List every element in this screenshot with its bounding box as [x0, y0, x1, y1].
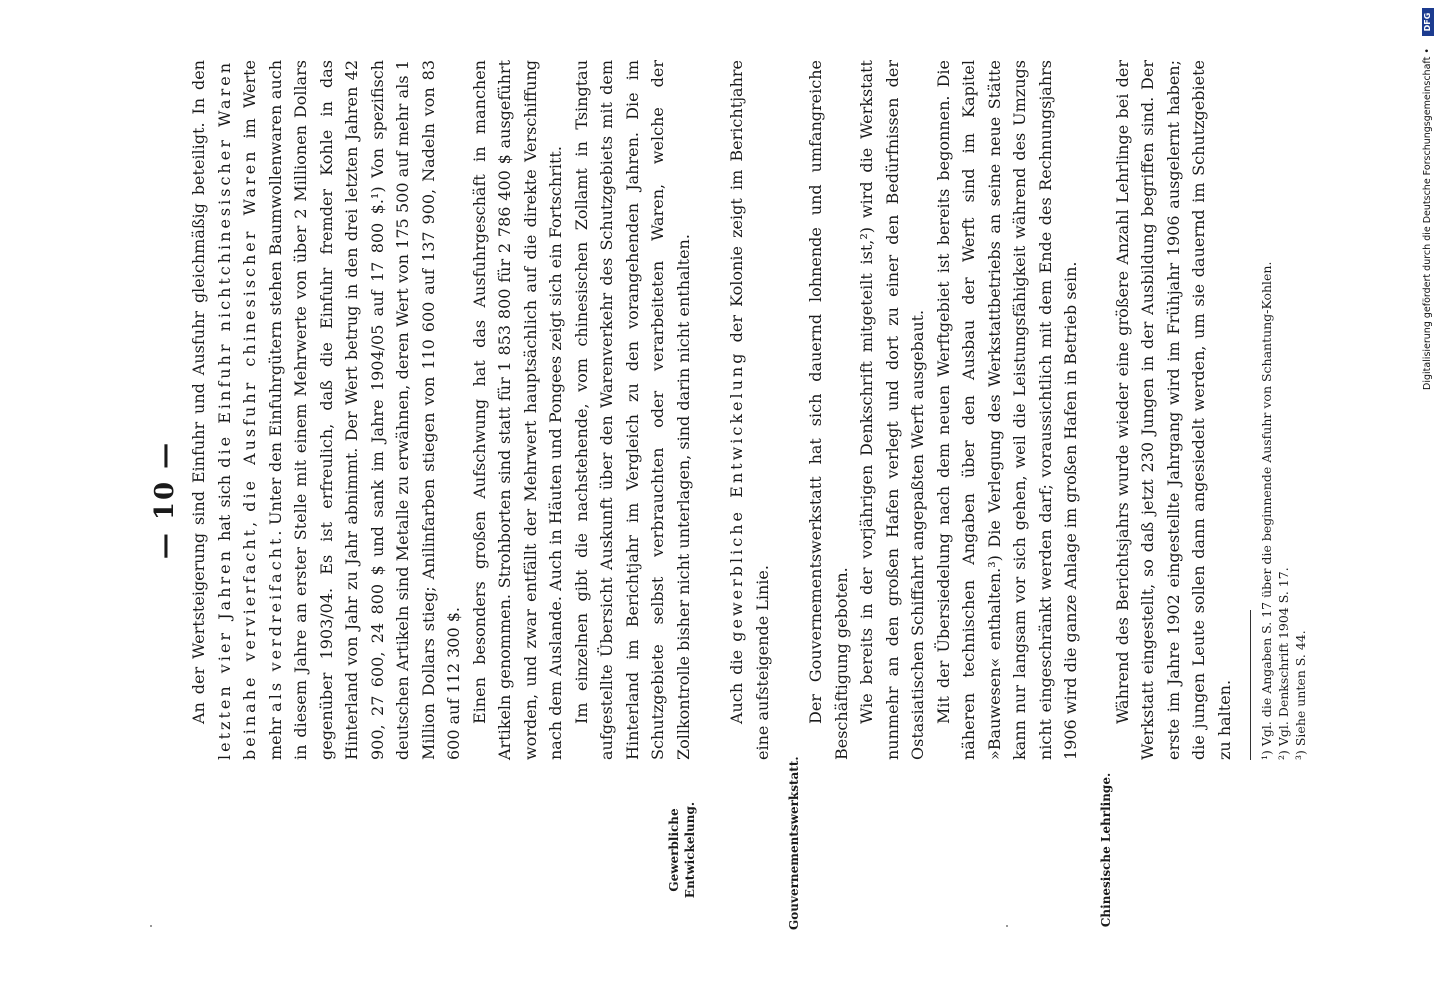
dfg-watermark	[1422, 0, 1434, 1000]
spaced-emphasis: beinahe vervierfacht	[240, 526, 259, 760]
margin-notes	[0, 756, 1434, 930]
dfg-logo-text: DFG	[1423, 12, 1432, 32]
spaced-emphasis: letzten vier Jahren	[214, 548, 234, 760]
footnote-1: ¹) Vgl. die Angaben S. 17 über die beginnende Ausfuhr von Schantung-Kohlen.	[1259, 261, 1274, 760]
paragraph-overview: Im einzelnen gibt die nachstehende, vom chinesischen Zollamt in Tsingtau aufgestellte Übersicht Auskunft über den Warenverkehr des Schutzgebiets mit dem Hinterland im Berichtjahr im Vergleich zu den vorangehenden Jahren. Die im Schutzgebiete selbst verbrauchten oder verarbeiteten Waren, welche der Zollkontrolle bisher nicht unterlagen, sind darin nicht enthalten.	[571, 60, 693, 760]
spaced-emphasis: die Ausfuhr chinesischer Waren	[240, 148, 259, 512]
paragraph-trade: An der Wertsteigerung sind Einfuhr und Ausfuhr gleichmäßig beteiligt. In den letzten vier Jahren hat sich die Einfuhr nichtchinesischer Waren beinahe vervierfacht, die Ausfuhr chinesischer Waren im Werte mehr als verdreifacht. Unter den Einfuhrgütern stehen Baumwollenwaren auch in diesem Jahre an erster Stelle mit einem Mehrwerte von über 2 Millionen Dollars gegenüber 1903/04. Es ist erfreulich, daß die Einfuhr fremder Kohle in das Hinterland von Jahr zu Jahr abnimmt. Der Wert betrug in den drei letzten Jahren 42 900, 27 600, 24 800 $ und sank im Jahre 1904/05 auf 17 800 $.¹) Von spezifisch deutschen Artikeln sind Metalle zu erwähnen, deren Wert von 175 500 auf mehr als 1 Million Dollars stieg; Anilinfarben stiegen von 110 600 auf 137 900, Nadeln von 83 600 auf 112 300 $.	[189, 59, 463, 760]
paragraph-apprentices: Während des Berichtsjahrs wurde wieder eine größere Anzahl Lehrlinge bei der Werkstatt eingestellt, so daß jetzt 230 Jungen in der Ausbildung begriffen sind. Der erste im Jahre 1902 eingestellte Jahrgang wird im Frühjahr 1906 ausgelernt haben; die jungen Leute sollen dann angesiedelt werden, um sie dauernd im Schutzgebiete zu halten.	[1112, 60, 1234, 760]
footnote-2: ²) Vgl. Denkschrift 1904 S. 17.	[1276, 567, 1291, 760]
paragraph-workshop: Der Gouvernementswerkstatt hat sich dauernd lohnende und umfangreiche Beschäftigung geboten.	[806, 60, 851, 760]
scan-speck	[1006, 925, 1008, 927]
spaced-emphasis: gewerbliche Entwickelung	[727, 350, 746, 642]
paragraph-industry: Auch die gewerbliche Entwickelung der Kolonie zeigt im Berichtjahre eine aufsteigende Linie.	[727, 59, 772, 760]
paragraph-export: Einen besonders großen Aufschwung hat das Ausfuhrgeschäft in manchen Artikeln genommen. Strohborten sind statt für 1 853 800 für 2 786 400 $ ausgeführt worden, und zwar entfällt der Mehrwert hauptsächlich auf die direkte Verschiffung nach dem Auslande. Auch in Häuten und Pongees zeigt sich ein Fortschritt.	[469, 60, 565, 760]
spaced-emphasis: die Einfuhr nichtchinesischer Waren	[214, 59, 234, 468]
footnote-3: ³) Siehe unten S. 44.	[1293, 630, 1308, 760]
body-text	[186, 60, 1237, 760]
margin-note-workshop: Gouvernementswerkstatt.	[787, 756, 801, 930]
scan-speck	[150, 925, 152, 927]
footnotes	[1258, 60, 1309, 760]
spaced-emphasis: als verdreifacht	[265, 535, 285, 712]
page-number: — 10 —	[150, 440, 180, 560]
paragraph-shipyard: Mit der Übersiedelung nach dem neuen Werftgebiet ist bereits begonnen. Die näheren technischen Angaben über den Ausbau der Werft sind im Kapitel »Bauwesen« enthalten.³) Die Verlegung des Werkstattbetriebs an seine neue Stätte kann nur langsam vor sich gehen, weil die Leistungsfähigkeit während des Umzugs nicht eingeschränkt werden darf; voraussichtlich mit dem Ende des Rechnungsjahrs 1906 wird die ganze Anlage im großen Hafen in Betrieb sein.	[933, 60, 1080, 760]
margin-note-apprentices: Chinesische Lehrlinge.	[1099, 772, 1113, 928]
footnote-rule	[1250, 610, 1251, 760]
margin-note-industry: Gewerbliche Entwickelung.	[667, 801, 697, 899]
paragraph-relocation: Wie bereits in der vorjährigen Denkschrift mitgeteilt ist,²) wird die Werkstatt nunmehr an den großen Hafen verlegt und dort zu einer den Bedürfnissen der Ostasiatischen Schiffahrt angepaßten Werft ausgebaut.	[857, 60, 927, 760]
dfg-credit: Digitalisierung gefördert durch die Deutsche Forschungsgemeinschaft •	[1422, 48, 1433, 390]
